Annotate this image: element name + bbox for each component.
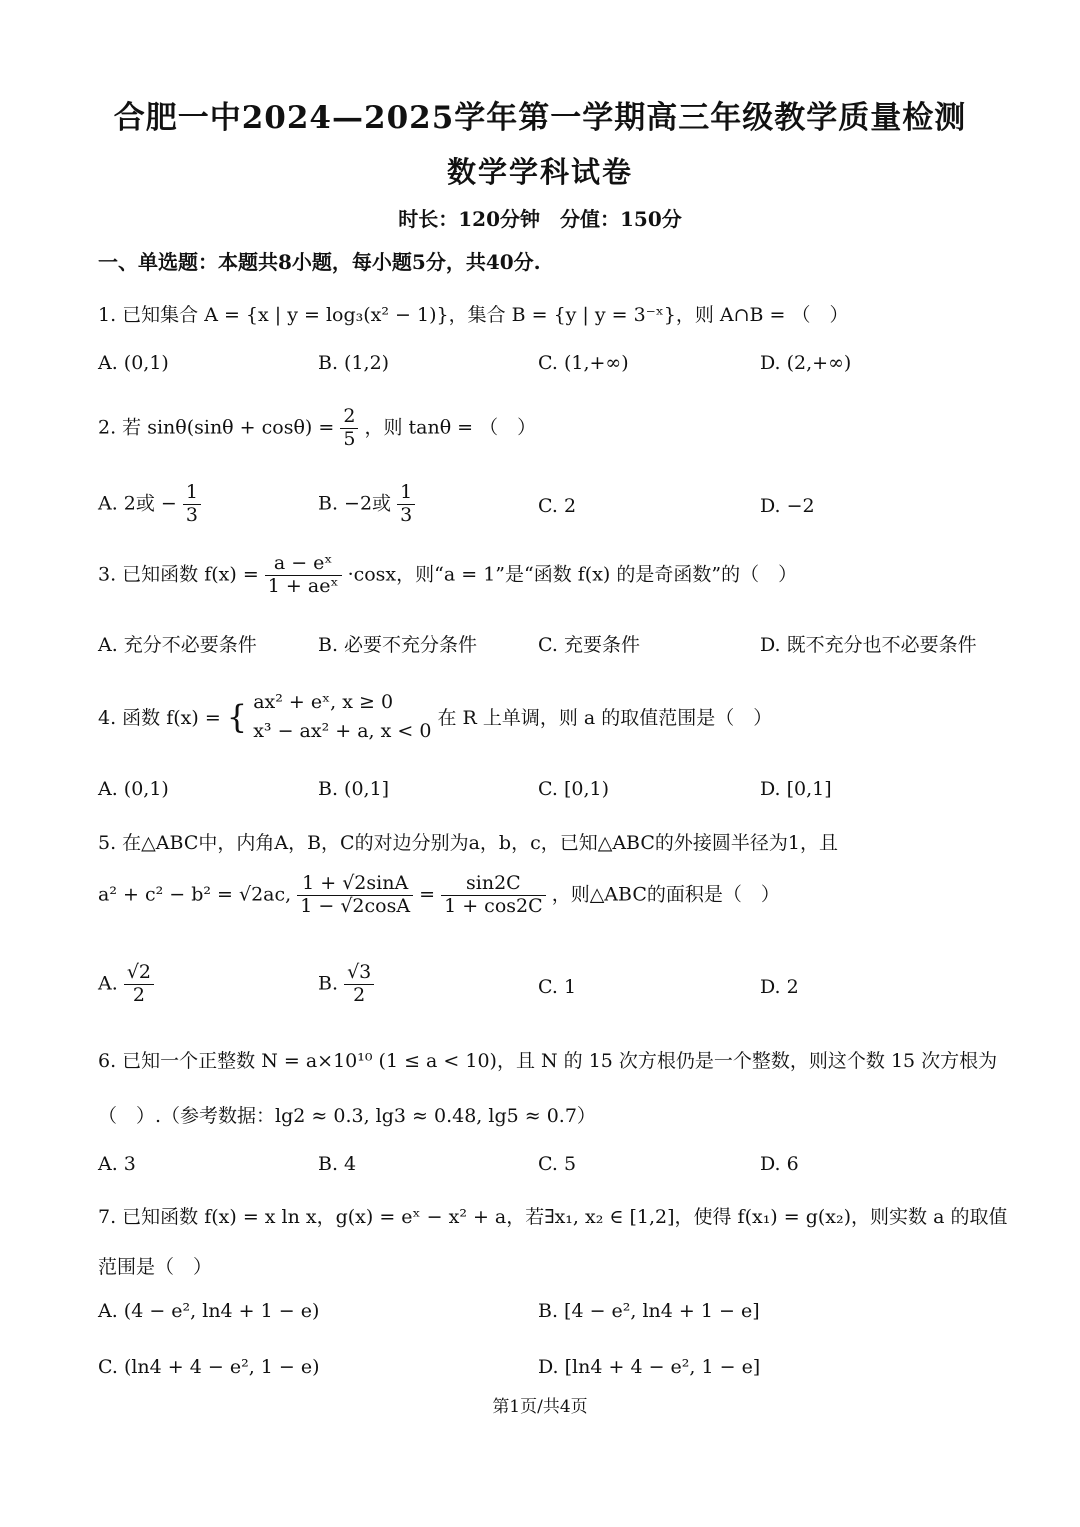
q2-stem-pre: 2. 若 sinθ(sinθ + cosθ) =: [98, 416, 335, 439]
question-7-stem-line1: 7. 已知函数 f(x) = x ln x，g(x) = eˣ − x² + a，若∃x₁, x₂ ∈ [1,2]，使得 f(x₁) = g(x₂)，则实数 a 的取值: [98, 1206, 1008, 1228]
q5-frac2-den: 1 + cos2C: [444, 894, 543, 917]
q4-brace: {: [226, 697, 248, 736]
q5-option-a-text: A.: [98, 972, 118, 995]
q2-option-b: [318, 482, 415, 527]
q5-frac2-num: sin2C: [441, 873, 546, 896]
q4-cases: [253, 688, 431, 745]
q1-option-d: D. (2,+∞): [760, 352, 852, 374]
q4-stem-pre: 4. 函数 f(x) =: [98, 707, 221, 729]
q3-stem-pre: 3. 已知函数 f(x) =: [98, 563, 259, 586]
q2-option-b-text: B. −2或: [318, 492, 392, 515]
q3-frac-den: 1 + aeˣ: [267, 574, 339, 597]
q2-option-a-text: A. 2或 −: [98, 492, 177, 515]
q5-stem-pre: a² + c² − b² = √2ac,: [98, 883, 292, 906]
q4-option-d: D. [0,1]: [760, 778, 832, 800]
question-1-stem: 1. 已知集合 A = {x | y = log₃(x² − 1)}，集合 B = {y | y = 3⁻ˣ}，则 A∩B = （ ）: [98, 304, 849, 326]
q5-option-a-frac: [124, 962, 154, 1007]
q1-option-a: A. (0,1): [98, 352, 169, 374]
q1-option-b: B. (1,2): [318, 352, 390, 374]
question-5-stem-line2: [98, 873, 780, 918]
q2-option-a-frac: [183, 482, 201, 527]
q5-equals: =: [419, 883, 436, 906]
q5-frac1-den: 1 − √2cosA: [300, 894, 411, 917]
q3-option-d: D. 既不充分也不必要条件: [760, 634, 977, 656]
q5-fraction-2: [441, 873, 546, 918]
question-6-stem-line1: 6. 已知一个正整数 N = a×10¹⁰ (1 ≤ a < 10)，且 N 的 15 次方根仍是一个整数，则这个数 15 次方根为: [98, 1050, 998, 1072]
q3-option-a: A. 充分不必要条件: [98, 634, 257, 656]
q7-option-c: C. (ln4 + 4 − e², 1 − e): [98, 1356, 320, 1378]
q7-option-d: D. [ln4 + 4 − e², 1 − e]: [538, 1356, 761, 1378]
q7-option-a: A. (4 − e², ln4 + 1 − e): [98, 1300, 320, 1322]
question-3-stem: [98, 553, 797, 598]
q2-option-b-frac: [397, 482, 415, 527]
q6-option-b: B. 4: [318, 1153, 357, 1175]
q5-option-b-num: √3: [344, 962, 374, 985]
q2-frac-den: 5: [343, 427, 356, 450]
q4-option-b: B. (0,1]: [318, 778, 390, 800]
q5-frac1-num: 1 + √2sinA: [297, 873, 413, 896]
q4-stem-post: 在 R 上单调，则 a 的取值范围是（ ）: [437, 707, 773, 729]
q5-option-b-frac: [344, 962, 374, 1007]
q2-option-b-num: 1: [397, 482, 415, 505]
q3-frac-num: a − eˣ: [265, 553, 342, 576]
q5-option-a-num: √2: [124, 962, 154, 985]
question-5-stem-line1: 5. 在△ABC中，内角A，B，C的对边分别为a，b，c，已知△ABC的外接圆半径为1，且: [98, 832, 838, 854]
q2-frac-num: 2: [340, 406, 358, 429]
q1-option-c: C. (1,+∞): [538, 352, 629, 374]
q5-option-b-text: B.: [318, 972, 339, 995]
question-4-stem: [98, 688, 772, 745]
q5-stem-post: ，则△ABC的面积是（ ）: [551, 883, 780, 906]
q6-option-d: D. 6: [760, 1153, 799, 1175]
q2-option-a-num: 1: [183, 482, 201, 505]
q2-option-b-den: 3: [400, 503, 413, 526]
page-number: 第1页/共4页: [492, 1397, 588, 1417]
q2-option-a-den: 3: [185, 503, 198, 526]
q5-option-c: C. 1: [538, 976, 577, 998]
q4-option-c: C. [0,1): [538, 778, 609, 800]
q5-option-b: [318, 962, 374, 1007]
q5-option-a: [98, 962, 154, 1007]
q4-option-a: A. (0,1): [98, 778, 169, 800]
exam-title: 合肥一中2024—2025学年第一学期高三年级教学质量检测: [113, 100, 967, 136]
q4-case-1: ax² + eˣ, x ≥ 0: [253, 691, 394, 713]
q3-stem-post: ·cosx，则“a = 1”是“函数 f(x) 的是奇函数”的（ ）: [347, 563, 798, 586]
q6-option-a: A. 3: [98, 1153, 136, 1175]
q3-option-c: C. 充要条件: [538, 634, 640, 656]
exam-subtitle: 数学学科试卷: [446, 155, 633, 189]
q3-option-b: B. 必要不充分条件: [318, 634, 478, 656]
question-7-stem-line2: 范围是（ ）: [98, 1256, 213, 1278]
q4-case-2: x³ − ax² + a, x < 0: [253, 719, 432, 742]
q2-option-a: [98, 482, 201, 527]
exam-meta: 时长：120分钟 分值：150分: [398, 207, 682, 231]
q3-fraction: [265, 553, 342, 598]
q6-option-c: C. 5: [538, 1153, 577, 1175]
q5-option-a-den: 2: [132, 983, 145, 1006]
q5-option-b-den: 2: [353, 983, 366, 1006]
q2-option-c: C. 2: [538, 495, 577, 517]
q2-option-d: D. −2: [760, 495, 815, 517]
question-6-stem-line2: （ ）.（参考数据：lg2 ≈ 0.3, lg3 ≈ 0.48, lg5 ≈ 0.7）: [98, 1105, 596, 1127]
q7-option-b: B. [4 − e², ln4 + 1 − e]: [538, 1300, 760, 1322]
q5-fraction-1: [297, 873, 413, 918]
q2-fraction: [340, 406, 358, 451]
q2-stem-post: ，则 tanθ = （ ）: [364, 416, 537, 439]
section-heading: 一、单选题：本题共8小题，每小题5分，共40分.: [98, 250, 541, 274]
question-2-stem: [98, 406, 536, 451]
q5-option-d: D. 2: [760, 976, 799, 998]
